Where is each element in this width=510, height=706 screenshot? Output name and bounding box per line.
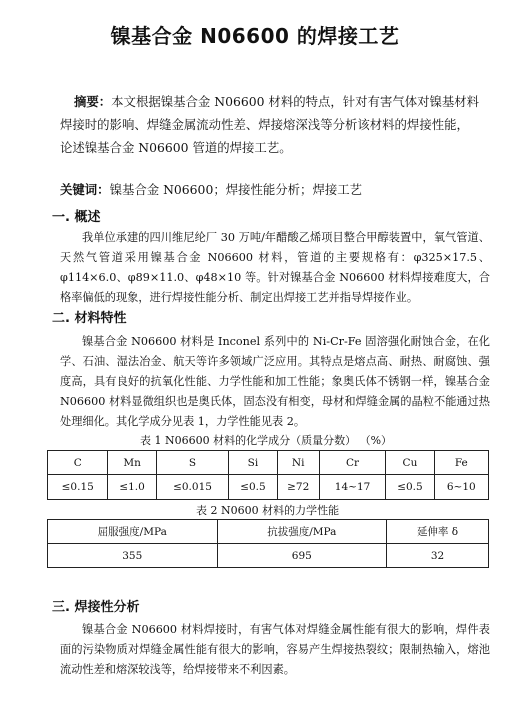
keywords-text: 镍基合金 N06600；焊接性能分析；焊接工艺 — [109, 182, 363, 197]
section-heading-weldability: 三. 焊接性分析 — [52, 600, 140, 615]
table-header-cell: Cu — [386, 451, 434, 475]
section-text-overview: 我单位承建的四川维尼纶厂 30 万吨/年醋酸乙烯项目整合甲醇装置中，氧气管道、天然气管道采用镍基合金 N06600 材料，管道的主要规格有：φ325×17.5、φ114×6.0、φ89×11.0、φ48×10 等。针对镍基合金 N06600 材料焊接难度大，合格率偏低的现象，进行焊接性能分析、制定出焊接工艺并指导焊接作业。 — [60, 231, 490, 304]
table2-caption: 表 2 N0600 材料的力学性能 — [196, 504, 340, 517]
table-row — [48, 520, 489, 544]
table-header-cell: Ni — [277, 451, 319, 475]
table-header-cell: Si — [229, 451, 277, 475]
table-cell: 14~17 — [319, 475, 386, 500]
table-header-cell: 延伸率 δ — [387, 520, 489, 544]
table-header-cell: 抗拔强度/MPa — [217, 520, 387, 544]
table-cell: ≤0.5 — [386, 475, 434, 500]
table-cell: 695 — [217, 544, 387, 568]
table-header-cell: Mn — [108, 451, 156, 475]
table-header-cell: C — [48, 451, 108, 475]
table-cell: 6~10 — [434, 475, 488, 500]
abstract-text: 本文根据镍基合金 N06600 材料的特点，针对有害气体对镍基材料焊接时的影响、焊缝金属流动性差、焊接熔深浅等分析该材料的焊接性能，论述镍基合金 N06600 管道的焊接工艺。 — [60, 94, 480, 155]
keywords-label: 关键词： — [60, 182, 110, 197]
table-header-cell: 屈服强度/MPa — [48, 520, 218, 544]
table-header-cell: Cr — [319, 451, 386, 475]
section-text-material: 镍基合金 N06600 材料是 Inconel 系列中的 Ni-Cr-Fe 固溶强化耐蚀合金，在化学、石油、湿法冶金、航天等许多领域广泛应用。其特点是熔点高、耐热、耐腐蚀、强度高，具有良好的抗氧化性能、力学性能和加工性能；象奥氏体不锈钢一样，镍基合金 N06600 材料显微组织也是奥氏体，固态没有相变，母材和焊缝金属的晶粒不能通过热处理细化。其化学成分见表 1，力学性能见表 2。 — [60, 335, 490, 428]
table-cell: 355 — [48, 544, 218, 568]
table-header-cell: Fe — [434, 451, 488, 475]
keywords — [60, 178, 480, 201]
table-row — [48, 451, 489, 475]
table-cell: ≤0.5 — [229, 475, 277, 500]
table-header-cell: S — [156, 451, 229, 475]
mechanical-properties-table — [47, 519, 489, 568]
section-heading-material: 二. 材料特性 — [52, 311, 127, 326]
section-text-weldability: 镍基合金 N06600 材料焊接时，有害气体对焊缝金属性能有很大的影响，焊件表面的污染物质对焊缝金属性能有很大的影响，容易产生焊接热裂纹；限制热输入，熔池流动性差和熔深较浅等，给焊接带来不利因素。 — [60, 623, 490, 676]
abstract-label: 摘要： — [74, 94, 112, 109]
table-row — [48, 475, 489, 500]
table-cell: ≤0.15 — [48, 475, 108, 500]
table-cell: ≤0.015 — [156, 475, 229, 500]
table-cell: ≥72 — [277, 475, 319, 500]
abstract — [60, 90, 480, 159]
section-heading-overview: 一. 概述 — [52, 210, 101, 225]
table-cell: ≤1.0 — [108, 475, 156, 500]
table-row — [48, 544, 489, 568]
table-cell: 32 — [387, 544, 489, 568]
table1-caption: 表 1 N06600 材料的化学成分（质量分数） （%） — [140, 434, 393, 447]
chemical-composition-table — [47, 450, 489, 500]
document-title: 镍基合金 N06600 的焊接工艺 — [110, 24, 400, 48]
